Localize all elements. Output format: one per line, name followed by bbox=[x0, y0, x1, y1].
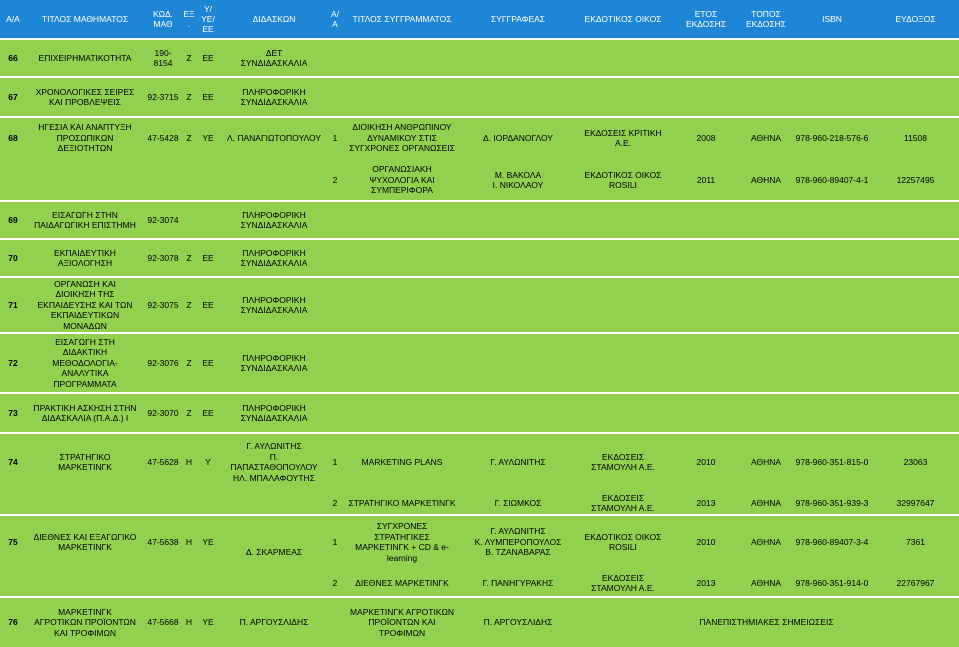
semester: Ζ bbox=[186, 299, 192, 310]
course-type: ΕΕ bbox=[202, 91, 214, 102]
header-type: Υ/ ΥΕ/ ΕΕ bbox=[201, 4, 215, 34]
course-code: 47-5628 bbox=[147, 456, 179, 467]
book-aa: 1 bbox=[332, 536, 338, 547]
book-eudoxus: 22767967 bbox=[896, 577, 935, 588]
book-eudoxus: 12257495 bbox=[896, 174, 935, 185]
teacher: ΔΕΤ ΣΥΝΔΙΔΑΣΚΑΛΙΑ bbox=[240, 47, 308, 68]
row-aa: 66 bbox=[8, 52, 18, 63]
book-eudoxus: 11508 bbox=[903, 132, 927, 143]
row-aa: 70 bbox=[8, 252, 18, 263]
course-type: ΕΕ bbox=[202, 357, 214, 368]
book-author: Γ. ΑΥΛΩΝΙΤΗΣ Κ. ΛΥΜΠΕΡΟΠΟΥΛΟΣ Β. ΤΖΑΝΑΒΑΡΑΣ bbox=[474, 526, 562, 558]
teacher: Λ. ΠΑΝΑΓΙΩΤΟΠΟΥΛΟΥ bbox=[226, 132, 322, 143]
course-code: 190- 8154 bbox=[153, 47, 173, 68]
header-teacher: ΔΙΔΑΣΚΩΝ bbox=[252, 14, 296, 24]
book-author: Μ. ΒΑΚΟΛΑ Ι. ΝΙΚΟΛΑΟΥ bbox=[492, 169, 544, 190]
header-year: ΕΤΟΣ ΕΚΔΟΣΗΣ bbox=[685, 9, 727, 29]
semester: Ζ bbox=[186, 91, 192, 102]
row-aa: 71 bbox=[8, 299, 18, 310]
row-aa: 72 bbox=[8, 357, 18, 368]
course-code: 47-5428 bbox=[147, 132, 179, 143]
book-place: ΑΘΗΝΑ bbox=[750, 536, 782, 547]
teacher: Π. ΑΡΓΟΥΣΛΙΔΗΣ bbox=[239, 617, 309, 628]
course-code: 92-3075 bbox=[147, 299, 179, 310]
semester: Ζ bbox=[186, 357, 192, 368]
course-code: 92-3070 bbox=[147, 407, 179, 418]
row-aa: 74 bbox=[8, 456, 18, 467]
book-title: ΜΑΡΚΕΤΙΝΓΚ ΑΓΡΟΤΙΚΩΝ ΠΡΟΪΟΝΤΩΝ ΚΑΙ ΤΡΟΦΙΜΩΝ bbox=[349, 606, 455, 638]
book-place: ΑΘΗΝΑ bbox=[750, 456, 782, 467]
book-year: 2013 bbox=[696, 497, 716, 508]
book-isbn: 978-960-351-815-0 bbox=[795, 456, 869, 467]
course-title: ΠΡΑΚΤΙΚΗ ΑΣΚΗΣΗ ΣΤΗΝ ΔΙΔΑΣΚΑΛΙΑ (Π.Α.Δ.) Ι bbox=[33, 402, 137, 423]
book-isbn: 978-960-351-914-0 bbox=[795, 577, 869, 588]
course-code: 47-5668 bbox=[147, 617, 179, 628]
course-type: ΕΕ bbox=[202, 252, 214, 263]
row-aa: 75 bbox=[8, 536, 18, 547]
book-author: Γ. ΣΙΩΜΚΟΣ bbox=[494, 497, 542, 508]
teacher: ΠΛΗΡΟΦΟΡΙΚΗ ΣΥΝΔΙΔΑΣΚΑΛΙΑ bbox=[240, 352, 308, 373]
course-type: ΕΕ bbox=[202, 299, 214, 310]
course-title: ΔΙΕΘΝΕΣ ΚΑΙ ΕΞΑΓΩΓΙΚΟ ΜΑΡΚΕΤΙΝΓΚ bbox=[33, 531, 137, 552]
book-aa: 1 bbox=[332, 456, 338, 467]
book-year: 2010 bbox=[696, 456, 716, 467]
course-code: 47-5638 bbox=[147, 536, 179, 547]
course-type: Υ bbox=[205, 456, 211, 467]
book-author: Γ. ΠΑΝΗΓΥΡΑΚΗΣ bbox=[482, 577, 554, 588]
book-aa: 1 bbox=[332, 132, 338, 143]
course-type: ΥΕ bbox=[202, 132, 214, 143]
book-title: ΣΥΓΧΡΟΝΕΣ ΣΤΡΑΤΗΓΙΚΕΣ ΜΑΡΚΕΤΙΝΓΚ + CD & e- learning bbox=[355, 521, 449, 563]
book-publisher: ΕΚΔΟΤΙΚΟΣ ΟΙΚΟΣ ROSILI bbox=[584, 531, 662, 552]
header-semester: ΕΞ . bbox=[183, 9, 195, 29]
book-isbn: 978-960-89407-3-4 bbox=[795, 536, 869, 547]
book-year: 2011 bbox=[696, 174, 716, 185]
header-place: ΤΟΠΟΣ ΕΚΔΟΣΗΣ bbox=[745, 9, 787, 29]
teacher: ΠΛΗΡΟΦΟΡΙΚΗ ΣΥΝΔΙΔΑΣΚΑΛΙΑ bbox=[240, 247, 308, 268]
course-title: ΗΓΕΣΙΑ ΚΑΙ ΑΝΑΠΤΥΞΗ ΠΡΟΣΩΠΙΚΩΝ ΔΕΞΙΟΤΗΤΩΝ bbox=[38, 122, 132, 154]
teacher: ΠΛΗΡΟΦΟΡΙΚΗ ΣΥΝΔΙΔΑΣΚΑΛΙΑ bbox=[240, 86, 308, 107]
row-aa: 69 bbox=[8, 214, 18, 225]
row-aa: 76 bbox=[8, 617, 18, 628]
book-isbn: 978-960-351-939-3 bbox=[795, 497, 869, 508]
header-eudoxus: ΕΥΔΟΞΟΣ bbox=[895, 14, 936, 24]
header-author: ΣΥΓΓΡΑΦΕΑΣ bbox=[490, 14, 546, 24]
book-author: Δ. ΙΟΡΔΑΝΟΓΛΟΥ bbox=[483, 132, 553, 143]
semester bbox=[182, 202, 196, 238]
teacher: Γ. ΑΥΛΩΝΙΤΗΣ Π. ΠΑΠΑΣΤΑΘΟΠΟΥΛΟΥ ΗΛ. ΜΠΑΛΑΦΟΥΤΗΣ bbox=[230, 441, 318, 483]
book-place: ΑΘΗΝΑ bbox=[750, 174, 782, 185]
book-title: MARKETING PLANS bbox=[361, 456, 443, 467]
book-place: ΑΘΗΝΑ bbox=[750, 577, 782, 588]
course-code: 92-3076 bbox=[147, 357, 179, 368]
book-publisher: ΕΚΔΟΣΕΙΣ ΣΤΑΜΟΥΛΗ Α.Ε. bbox=[591, 451, 655, 472]
course-title: ΜΑΡΚΕΤΙΝΓΚ ΑΓΡΟΤΙΚΩΝ ΠΡΟΪΟΝΤΩΝ ΚΑΙ ΤΡΟΦΙΜΩΝ bbox=[34, 606, 136, 638]
course-code: 92-3715 bbox=[147, 91, 179, 102]
teacher: ΠΛΗΡΟΦΟΡΙΚΗ ΣΥΝΔΙΔΑΣΚΑΛΙΑ bbox=[240, 402, 308, 423]
book-author: Γ. ΑΥΛΩΝΙΤΗΣ bbox=[490, 456, 546, 467]
book-author: Π. ΑΡΓΟΥΣΛΙΔΗΣ bbox=[483, 617, 553, 628]
book-place: ΑΘΗΝΑ bbox=[750, 132, 782, 143]
book-eudoxus: 23063 bbox=[903, 456, 928, 467]
book-eudoxus: 32997647 bbox=[896, 497, 935, 508]
header-book-aa: Α/ Α bbox=[330, 9, 340, 29]
row-aa: 73 bbox=[8, 407, 18, 418]
course-type: ΕΕ bbox=[202, 407, 214, 418]
book-aa: 2 bbox=[332, 174, 338, 185]
book-year: 2010 bbox=[696, 536, 716, 547]
semester: Η bbox=[185, 536, 193, 547]
book-publisher: ΠΑΝΕΠΙΣΤΗΜΙΑΚΕΣ ΣΗΜΕΙΩΣΕΙΣ bbox=[699, 617, 834, 628]
header-book-title: ΤΙΤΛΟΣ ΣΥΓΓΡΑΜΜΑΤΟΣ bbox=[352, 14, 452, 24]
course-type: ΕΕ bbox=[202, 52, 214, 63]
row-aa: 67 bbox=[8, 91, 18, 102]
book-year: 2013 bbox=[696, 577, 716, 588]
header-course-title: ΤΙΤΛΟΣ ΜΑΘΗΜΑΤΟΣ bbox=[41, 14, 129, 24]
semester: Η bbox=[185, 617, 193, 628]
row-aa: 68 bbox=[8, 132, 18, 143]
course-title: ΕΠΙΧΕΙΡΗΜΑΤΙΚΟΤΗΤΑ bbox=[38, 52, 132, 63]
book-year: 2008 bbox=[696, 132, 716, 143]
header-isbn: ISBN bbox=[822, 14, 842, 24]
course-code: 92-3078 bbox=[147, 252, 179, 263]
book-publisher: ΕΚΔΟΣΕΙΣ ΚΡΙΤΙΚΗ Α.Ε. bbox=[584, 127, 662, 148]
table-header bbox=[0, 0, 959, 38]
book-aa bbox=[328, 598, 342, 647]
book-title: ΔΙΕΘΝΕΣ ΜΑΡΚΕΤΙΝΓΚ bbox=[355, 577, 449, 588]
semester: Ζ bbox=[186, 52, 192, 63]
semester: Η bbox=[185, 456, 193, 467]
header-course-code: ΚΩΔ. ΜΑΘ bbox=[152, 9, 174, 29]
course-title: ΧΡΟΝΟΛΟΓΙΚΕΣ ΣΕΙΡΕΣ ΚΑΙ ΠΡΟΒΛΕΨΕΙΣ bbox=[35, 86, 135, 107]
course-type: ΥΕ bbox=[202, 536, 214, 547]
teacher: ΠΛΗΡΟΦΟΡΙΚΗ ΣΥΝΔΙΔΑΣΚΑΛΙΑ bbox=[240, 209, 308, 230]
book-aa: 2 bbox=[332, 577, 338, 588]
book-title: ΟΡΓΑΝΩΣΙΑΚΗ ΨΥΧΟΛΟΓΙΑ ΚΑΙ ΣΥΜΠΕΡΙΦΟΡΑ bbox=[369, 164, 435, 196]
course-title: ΟΡΓΑΝΩΣΗ ΚΑΙ ΔΙΟΙΚΗΣΗ ΤΗΣ ΕΚΠΑΙΔΕΥΣΗΣ ΚΑΙ ΤΩΝ ΕΚΠΑΙΔΕΥΤΙΚΩΝ ΜΟΝΑΔΩΝ bbox=[37, 278, 133, 331]
book-title: ΣΤΡΑΤΗΓΙΚΟ ΜΑΡΚΕΤΙΝΓΚ bbox=[348, 497, 456, 508]
course-code: 92-3074 bbox=[147, 214, 179, 225]
book-aa: 2 bbox=[332, 497, 338, 508]
course-type: ΥΕ bbox=[202, 617, 214, 628]
course-title: ΕΙΣΑΓΩΓΗ ΣΤΗ ΔΙΔΑΚΤΙΚΗ ΜΕΘΟΔΟΛΟΓΙΑ- ΑΝΑΛΥΤΙΚΑ ΠΡΟΓΡΑΜΜΑΤΑ bbox=[52, 336, 118, 389]
teacher: ΠΛΗΡΟΦΟΡΙΚΗ ΣΥΝΔΙΔΑΣΚΑΛΙΑ bbox=[240, 294, 308, 315]
book-isbn: 978-960-218-576-6 bbox=[795, 132, 869, 143]
course-title: ΕΙΣΑΓΩΓΗ ΣΤΗΝ ΠΑΙΔΑΓΩΓΙΚΗ ΕΠΙΣΤΗΜΗ bbox=[34, 209, 136, 230]
teacher: Δ. ΣΚΑΡΜΕΑΣ bbox=[245, 546, 303, 557]
book-publisher: ΕΚΔΟΣΕΙΣ ΣΤΑΜΟΥΛΗ Α.Ε. bbox=[591, 572, 655, 593]
course-type bbox=[196, 202, 220, 238]
book-place: ΑΘΗΝΑ bbox=[750, 497, 782, 508]
header-aa: Α/Α bbox=[6, 14, 20, 24]
semester: Ζ bbox=[186, 252, 192, 263]
book-eudoxus: 7361 bbox=[906, 536, 925, 547]
book-title: ΔΙΟΙΚΗΣΗ ΑΝΘΡΩΠΙΝΟΥ ΔΥΝΑΜΙΚΟΥ ΣΤΙΣ ΣΥΓΧΡΟΝΕΣ ΟΡΓΑΝΩΣΕΙΣ bbox=[349, 122, 455, 154]
book-isbn: 978-960-89407-4-1 bbox=[795, 174, 869, 185]
header-publisher: ΕΚΔΟΤΙΚΟΣ ΟΙΚΟΣ bbox=[584, 14, 662, 24]
book-publisher: ΕΚΔΟΤΙΚΟΣ ΟΙΚΟΣ ROSILI bbox=[584, 169, 662, 190]
course-title: ΣΤΡΑΤΗΓΙΚΟ ΜΑΡΚΕΤΙΝΓΚ bbox=[58, 451, 112, 472]
course-title: ΕΚΠΑΙΔΕΥΤΙΚΗ ΑΞΙΟΛΟΓΗΣΗ bbox=[54, 247, 116, 268]
semester: Ζ bbox=[186, 132, 192, 143]
semester: Ζ bbox=[186, 407, 192, 418]
book-publisher: ΕΚΔΟΣΕΙΣ ΣΤΑΜΟΥΛΗ Α.Ε. bbox=[591, 492, 655, 513]
